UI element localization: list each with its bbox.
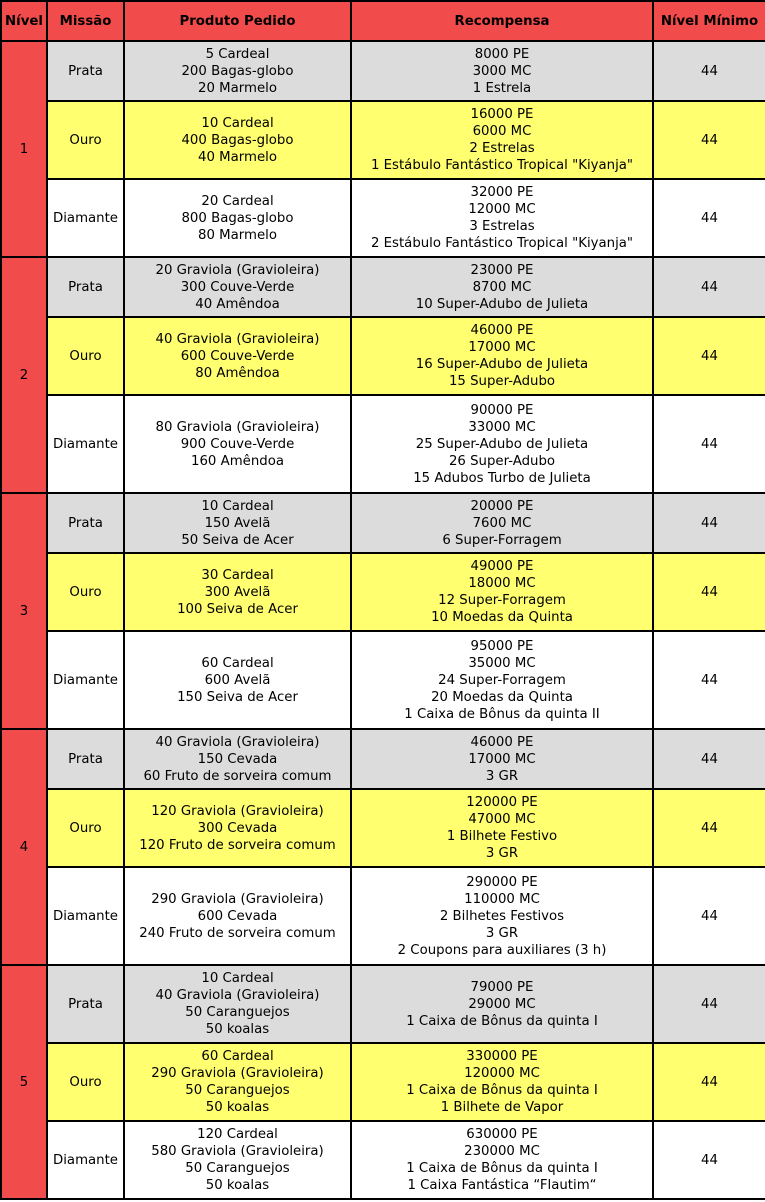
min-level-cell: 44 — [653, 1121, 765, 1199]
mission-cell: Prata — [47, 41, 124, 101]
min-level-cell: 44 — [653, 1043, 765, 1121]
product-line: 300 Avelã — [204, 584, 271, 600]
rewards-cell — [351, 317, 653, 395]
mission-cell: Diamante — [47, 867, 124, 965]
product-line: 30 Cardeal — [201, 567, 274, 583]
reward-line: 15 Adubos Turbo de Julieta — [413, 470, 591, 486]
rewards-cell — [351, 1043, 653, 1121]
table-row — [1, 1121, 765, 1199]
reward-line: 630000 PE — [466, 1127, 538, 1142]
product-line: 300 Cevada — [197, 820, 278, 836]
reward-line: 23000 PE — [470, 262, 534, 278]
reward-line: 29000 MC — [468, 996, 536, 1012]
table-row — [1, 493, 765, 553]
products-cell — [124, 317, 351, 395]
product-line: 10 Cardeal — [201, 115, 274, 131]
min-level-cell: 44 — [653, 179, 765, 257]
min-level-cell: 44 — [653, 257, 765, 317]
min-level-cell: 44 — [653, 729, 765, 789]
product-line: 50 Caranguejos — [185, 1083, 290, 1098]
product-line: 40 Graviola (Gravioleira) — [155, 734, 320, 750]
table-row — [1, 317, 765, 395]
rewards-cell — [351, 631, 653, 729]
reward-line: 20 Moedas da Quinta — [431, 689, 573, 705]
reward-line: 49000 PE — [470, 559, 534, 574]
header-nivel-minimo: Nível Mínimo — [653, 1, 765, 41]
product-line: 600 Avelã — [204, 672, 271, 688]
min-level-cell: 44 — [653, 867, 765, 965]
product-line: 50 koalas — [205, 1178, 270, 1193]
reward-line: 120000 PE — [466, 795, 538, 810]
reward-line: 1 Bilhete Festivo — [446, 829, 558, 844]
reward-line: 3000 MC — [472, 63, 532, 79]
mission-cell: Ouro — [47, 789, 124, 867]
level-cell: 5 — [1, 965, 47, 1199]
product-line: 120 Graviola (Gravioleira) — [151, 803, 324, 819]
header-row — [1, 1, 765, 41]
product-line: 600 Couve-Verde — [180, 348, 295, 364]
reward-line: 6 Super-Forragem — [442, 532, 562, 548]
level-cell: 1 — [1, 41, 47, 257]
product-line: 40 Amêndoa — [195, 296, 280, 312]
reward-line: 8000 PE — [474, 46, 530, 62]
reward-line: 16 Super-Adubo de Julieta — [415, 357, 589, 372]
rewards-cell — [351, 965, 653, 1043]
product-line: 160 Amêndoa — [191, 453, 284, 469]
header-missao: Missão — [47, 1, 124, 41]
reward-line: 3 GR — [485, 768, 519, 784]
table-row — [1, 41, 765, 101]
rewards-cell — [351, 179, 653, 257]
rewards-cell — [351, 729, 653, 789]
table-row — [1, 101, 765, 179]
product-line: 10 Cardeal — [201, 971, 274, 986]
reward-line: 290000 PE — [466, 874, 538, 890]
product-line: 80 Graviola (Gravioleira) — [155, 419, 320, 435]
rewards-cell — [351, 789, 653, 867]
mission-cell: Prata — [47, 493, 124, 553]
reward-line: 2 Coupons para auxiliares (3 h) — [397, 942, 607, 958]
reward-line: 120000 MC — [464, 1066, 540, 1081]
table-body — [1, 41, 765, 1199]
reward-line: 16000 PE — [470, 107, 534, 122]
product-line: 20 Cardeal — [201, 193, 274, 209]
reward-line: 2 Estábulo Fantástico Tropical "Kiyanja" — [370, 236, 634, 251]
products-cell — [124, 631, 351, 729]
reward-line: 1 Caixa de Bônus da quinta II — [404, 706, 600, 722]
mission-cell: Ouro — [47, 101, 124, 179]
rewards-cell — [351, 867, 653, 965]
min-level-cell: 44 — [653, 631, 765, 729]
products-cell — [124, 257, 351, 317]
reward-line: 1 Bilhete de Vapor — [440, 1100, 564, 1115]
reward-line: 25 Super-Adubo de Julieta — [415, 436, 589, 452]
product-line: 40 Graviola (Gravioleira) — [155, 331, 320, 347]
mission-cell: Prata — [47, 257, 124, 317]
product-line: 240 Fruto de sorveira comum — [139, 925, 336, 941]
product-line: 150 Cevada — [197, 751, 278, 767]
product-line: 10 Cardeal — [201, 498, 274, 514]
products-cell — [124, 789, 351, 867]
level-cell: 3 — [1, 493, 47, 729]
product-line: 900 Couve-Verde — [180, 436, 295, 452]
reward-line: 1 Caixa de Bônus da quinta I — [406, 1013, 598, 1029]
reward-line: 17000 MC — [468, 340, 536, 355]
reward-line: 230000 MC — [464, 1144, 540, 1159]
product-line: 80 Amêndoa — [195, 365, 280, 381]
table-row — [1, 553, 765, 631]
reward-line: 12000 MC — [468, 202, 536, 217]
product-line: 60 Cardeal — [201, 655, 274, 671]
table-row — [1, 965, 765, 1043]
rewards-cell — [351, 493, 653, 553]
mission-cell: Prata — [47, 729, 124, 789]
product-line: 80 Marmelo — [198, 227, 277, 243]
mission-cell: Diamante — [47, 395, 124, 493]
product-line: 40 Marmelo — [198, 149, 277, 165]
mission-cell: Ouro — [47, 1043, 124, 1121]
reward-line: 8700 MC — [472, 279, 532, 295]
products-cell — [124, 1043, 351, 1121]
product-line: 120 Fruto de sorveira comum — [139, 837, 336, 853]
min-level-cell: 44 — [653, 965, 765, 1043]
table-row — [1, 789, 765, 867]
table-row — [1, 395, 765, 493]
reward-line: 33000 MC — [468, 419, 536, 435]
products-cell — [124, 101, 351, 179]
min-level-cell: 44 — [653, 789, 765, 867]
reward-line: 15 Super-Adubo — [448, 374, 556, 389]
min-level-cell: 44 — [653, 101, 765, 179]
rewards-cell — [351, 395, 653, 493]
product-line: 300 Couve-Verde — [180, 279, 295, 295]
reward-line: 1 Estábulo Fantástico Tropical "Kiyanja" — [370, 158, 634, 173]
min-level-cell: 44 — [653, 553, 765, 631]
product-line: 150 Avelã — [204, 515, 271, 531]
header-recompensa: Recompensa — [351, 1, 653, 41]
reward-line: 1 Caixa de Bônus da quinta I — [406, 1161, 598, 1176]
header-nivel: Nível — [1, 1, 47, 41]
mission-cell: Diamante — [47, 179, 124, 257]
header-produto-pedido: Produto Pedido — [124, 1, 351, 41]
product-line: 150 Seiva de Acer — [177, 689, 298, 705]
rewards-cell — [351, 41, 653, 101]
reward-line: 330000 PE — [466, 1049, 538, 1064]
mission-cell: Ouro — [47, 553, 124, 631]
mission-cell: Diamante — [47, 1121, 124, 1199]
product-line: 200 Bagas-globo — [181, 63, 294, 79]
table-row — [1, 631, 765, 729]
reward-line: 3 GR — [485, 846, 519, 861]
product-line: 800 Bagas-globo — [181, 210, 294, 226]
min-level-cell: 44 — [653, 317, 765, 395]
product-line: 5 Cardeal — [205, 46, 270, 62]
reward-line: 17000 MC — [468, 751, 536, 767]
table-row — [1, 867, 765, 965]
products-cell — [124, 395, 351, 493]
products-cell — [124, 965, 351, 1043]
level-cell: 2 — [1, 257, 47, 493]
product-line: 40 Graviola (Gravioleira) — [155, 988, 320, 1003]
products-cell — [124, 729, 351, 789]
min-level-cell: 44 — [653, 493, 765, 553]
reward-line: 90000 PE — [470, 402, 534, 418]
reward-line: 1 Estrela — [472, 80, 532, 96]
rewards-cell — [351, 257, 653, 317]
product-line: 120 Cardeal — [197, 1127, 278, 1142]
product-line: 600 Cevada — [197, 908, 278, 924]
products-cell — [124, 41, 351, 101]
reward-line: 20000 PE — [470, 498, 534, 514]
reward-line: 35000 MC — [468, 655, 536, 671]
products-cell — [124, 553, 351, 631]
reward-line: 7600 MC — [472, 515, 532, 531]
reward-line: 32000 PE — [470, 185, 534, 200]
product-line: 50 Seiva de Acer — [181, 532, 294, 548]
products-cell — [124, 493, 351, 553]
product-line: 20 Marmelo — [198, 80, 277, 96]
rewards-cell — [351, 101, 653, 179]
rewards-cell — [351, 1121, 653, 1199]
reward-line: 95000 PE — [470, 638, 534, 654]
product-line: 50 Caranguejos — [185, 1161, 290, 1176]
table-row — [1, 257, 765, 317]
reward-line: 46000 PE — [470, 734, 534, 750]
reward-line: 26 Super-Adubo — [448, 453, 556, 469]
min-level-cell: 44 — [653, 41, 765, 101]
product-line: 20 Graviola (Gravioleira) — [155, 262, 320, 278]
product-line: 50 Caranguejos — [185, 1005, 290, 1020]
mission-cell: Prata — [47, 965, 124, 1043]
product-line: 100 Seiva de Acer — [177, 601, 298, 617]
product-line: 60 Cardeal — [201, 1049, 274, 1064]
products-cell — [124, 179, 351, 257]
product-line: 400 Bagas-globo — [181, 132, 294, 148]
table-row — [1, 179, 765, 257]
reward-line: 110000 MC — [464, 891, 540, 907]
reward-line: 47000 MC — [468, 812, 536, 827]
reward-line: 10 Super-Adubo de Julieta — [415, 296, 589, 312]
reward-line: 79000 PE — [470, 979, 534, 995]
table-row — [1, 729, 765, 789]
product-line: 580 Graviola (Gravioleira) — [151, 1144, 324, 1159]
reward-line: 1 Caixa Fantástica “Flautim“ — [407, 1178, 597, 1193]
mission-cell: Diamante — [47, 631, 124, 729]
min-level-cell: 44 — [653, 395, 765, 493]
level-cell: 4 — [1, 729, 47, 965]
product-line: 290 Graviola (Gravioleira) — [151, 1066, 324, 1081]
reward-line: 12 Super-Forragem — [438, 593, 566, 608]
reward-line: 3 Estrelas — [469, 219, 535, 234]
table-row — [1, 1043, 765, 1121]
products-cell — [124, 1121, 351, 1199]
reward-line: 10 Moedas da Quinta — [431, 610, 573, 625]
reward-line: 24 Super-Forragem — [438, 672, 566, 688]
reward-line: 46000 PE — [470, 323, 534, 338]
products-cell — [124, 867, 351, 965]
product-line: 50 koalas — [205, 1022, 270, 1037]
reward-line: 3 GR — [485, 925, 519, 941]
reward-line: 18000 MC — [468, 576, 536, 591]
rewards-cell — [351, 553, 653, 631]
reward-line: 2 Bilhetes Festivos — [439, 908, 565, 924]
product-line: 60 Fruto de sorveira comum — [143, 768, 332, 784]
mission-cell: Ouro — [47, 317, 124, 395]
product-line: 50 koalas — [205, 1100, 270, 1115]
product-line: 290 Graviola (Gravioleira) — [151, 891, 324, 907]
reward-line: 2 Estrelas — [469, 141, 535, 156]
reward-line: 1 Caixa de Bônus da quinta I — [406, 1083, 598, 1098]
reward-line: 6000 MC — [472, 124, 532, 139]
